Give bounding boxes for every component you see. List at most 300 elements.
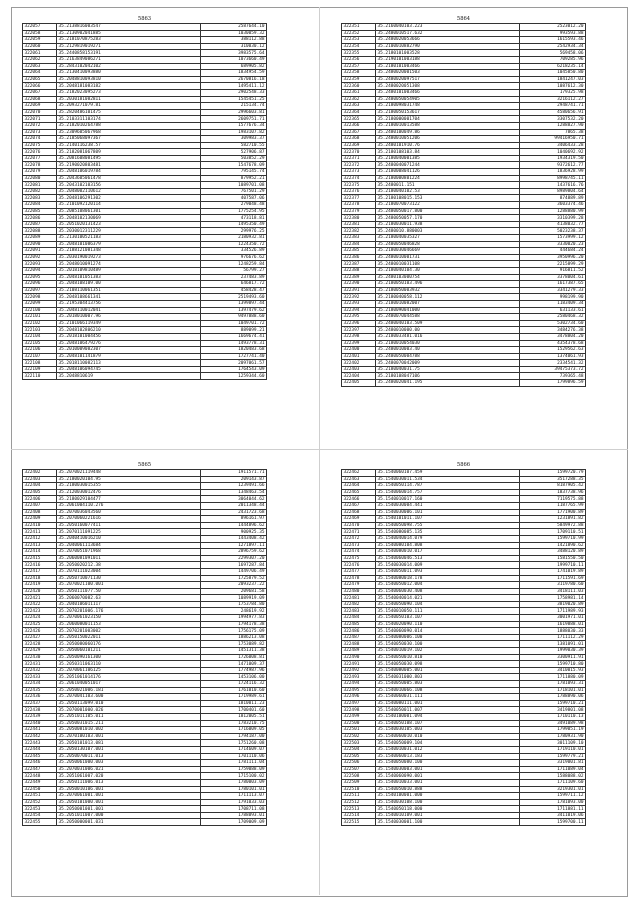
amount-cell: 1774987.96 [201,667,267,674]
table-row [23,542,267,549]
row-id-cell: 322420 [23,588,57,595]
coordinate-cell: 35.2070201006.176 [57,608,201,615]
table-row [23,720,267,727]
table-row [23,261,267,268]
table-row [342,608,586,615]
table-row [23,182,267,189]
amount-cell: 767501.29 [201,188,267,195]
row-id-cell: 322385 [342,248,376,255]
table-row [23,129,267,136]
table-row [23,136,267,143]
amount-cell: 1751260.08 [201,740,267,747]
row-id-cell: 322354 [342,43,376,50]
row-id-cell: 322515 [342,819,376,826]
coordinate-cell: 35.2180108103.84 [376,149,520,156]
row-id-cell: 322389 [342,274,376,281]
row-id-cell: 322394 [342,307,376,314]
data-table [22,23,267,380]
table-row [342,713,586,720]
coordinate-cell: 35.1540010050.111 [376,608,520,615]
amount-cell: 1788093.01 [201,812,267,819]
table-row [342,621,586,628]
amount-cell: 1799896.59 [520,380,586,387]
amount-cell: 1886213.08 [201,634,267,641]
amount-cell: 1348463.54 [201,489,267,496]
row-id-cell: 322374 [342,175,376,182]
amount-cell: 1841247.03 [520,76,586,83]
coordinate-cell: 35.1540060013.183 [376,753,520,760]
amount-cell: 3478804.20 [520,333,586,340]
table-row [23,812,267,819]
coordinate-cell: 35.1540010019.102 [376,648,520,655]
row-id-cell: 322373 [342,169,376,176]
coordinate-cell: 35.2180050103.496 [376,281,520,288]
row-id-cell: 322060 [23,43,57,50]
coordinate-cell: 35.1540050012.004 [376,582,520,589]
coordinate-cell: 35.2070060221616 [57,516,201,523]
table-row [342,70,586,77]
table-row [23,555,267,562]
amount-cell: 1812005.51 [201,713,267,720]
table-row [342,733,586,740]
table-row [342,373,586,380]
row-id-cell: 322095 [23,274,57,281]
table-row [23,562,267,569]
amount-cell: 1715100.02 [201,773,267,780]
row-id-cell: 322498 [342,707,376,714]
amount-cell: 1771900.89 [520,509,586,516]
amount-cell: 1799051.19 [520,727,586,734]
coordinate-cell: 35.2051011105.011 [57,713,201,720]
coordinate-cell: 35.2180030046669 [376,248,520,255]
table-row [23,648,267,655]
row-id-cell: 322102 [23,320,57,327]
amount-cell: 1187765.99 [520,502,586,509]
row-id-cell: 322351 [342,24,376,31]
row-id-cell: 322094 [23,267,57,274]
coordinate-cell: 35.2048106019784 [57,169,201,176]
coordinate-cell: 35.1540050098.755 [376,522,520,529]
table-row [23,96,267,103]
amount-cell: 1759088.09 [201,766,267,773]
row-id-cell: 322368 [342,136,376,143]
coordinate-cell: 35.2051061014176 [57,674,201,681]
table-row [23,773,267,780]
row-id-cell: 322091 [23,248,57,255]
amount-cell: 1381091.01 [520,641,586,648]
coordinate-cell: 35.2048810093810 [57,76,201,83]
table-row [23,155,267,162]
row-id-cell: 322069 [23,103,57,110]
coordinate-cell: 35.1540050080.100 [376,760,520,767]
amount-cell: 646817.72 [201,281,267,288]
amount-cell: 1599710.99 [520,535,586,542]
table-row [23,568,267,575]
coordinate-cell: 35.2180010082007 [376,300,520,307]
coordinate-cell: 35.2480011.151 [376,182,520,189]
table-row [23,687,267,694]
row-id-cell: 322506 [342,760,376,767]
table-row [23,575,267,582]
coordinate-cell: 35.2085108061301 [57,208,201,215]
coordinate-cell: 35.1540060090.001 [376,773,520,780]
coordinate-cell: 35.2480010000.00 [376,327,520,334]
row-id-cell: 322450 [23,786,57,793]
coordinate-cell: 35.2043605061478 [57,175,201,182]
amount-cell: 709285.96 [520,56,586,63]
amount-cell: 3064044.62 [201,496,267,503]
row-id-cell: 322446 [23,760,57,767]
table-row [342,760,586,767]
coordinate-cell: 35.2050021006.181 [57,687,201,694]
row-id-cell: 322384 [342,241,376,248]
row-id-cell: 322504 [342,746,376,753]
row-id-cell: 322479 [342,582,376,589]
coordinate-cell: 35.1540030105.003 [376,727,520,734]
amount-cell: 1599710.21 [520,700,586,707]
row-id-cell: 322499 [342,713,376,720]
coordinate-cell: 35.1540030014.009 [376,562,520,569]
coordinate-cell: 35.2480010003.40 [376,347,520,354]
coordinate-cell: 35.1540080104.808 [376,542,520,549]
table-row [342,24,586,31]
coordinate-cell: 35.2030012311229 [57,228,201,235]
coordinate-cell: 35.2050000001.031 [57,819,201,826]
row-id-cell: 322079 [23,169,57,176]
amount-cell: 179325.98 [520,89,586,96]
row-id-cell: 322397 [342,327,376,334]
amount-cell: 1471009.37 [201,661,267,668]
coordinate-cell: 35.1540100001.094 [376,713,520,720]
row-id-cell: 322422 [23,601,57,608]
table-row [342,661,586,668]
table-row [23,202,267,209]
row-id-cell: 322108 [23,360,57,367]
coordinate-cell: 35.2180008041126 [376,169,520,176]
row-id-cell: 322452 [23,799,57,806]
coordinate-cell: 35.1540080006.100 [376,634,520,641]
table-row [342,648,586,655]
row-id-cell: 322485 [342,621,376,628]
coordinate-cell: 35.2060070082.63 [57,595,201,602]
coordinate-cell: 35.1540010066.108 [376,687,520,694]
coordinate-cell: 35.2048108661341 [57,294,201,301]
coordinate-cell: 35.2180050003932 [376,287,520,294]
amount-cell: 3330020.23 [520,241,586,248]
amount-cell: 1727741.40 [201,353,267,360]
coordinate-cell: 35.2070051071968 [57,549,201,556]
coordinate-cell: 35.2480050017.800 [376,208,520,215]
amount-cell: 795145.74 [201,169,267,176]
coordinate-cell: 35.2180030011.938 [376,221,520,228]
row-id-cell: 322103 [23,327,57,334]
amount-cell: 1834954.59 [201,70,267,77]
table-row [342,380,586,387]
coordinate-cell: 35.1540060010.010 [376,733,520,740]
amount-cell: 1397479.62 [201,307,267,314]
row-id-cell: 322424 [23,615,57,622]
coordinate-cell: 35.2843102042102 [57,63,201,70]
coordinate-cell: 35.2180070073122 [376,202,520,209]
coordinate-cell: 35.2101066119349 [57,320,201,327]
page-5866 [341,461,586,826]
table-row [23,634,267,641]
amount-cell: 3950996.20 [520,254,586,261]
table-row [342,235,586,242]
coordinate-cell: 35.1540030001.100 [376,819,520,826]
coordinate-cell: 35.2050101013.081 [57,740,201,747]
coordinate-cell: 35.2050710071130 [57,575,201,582]
amount-cell: 1711881.11 [520,806,586,813]
amount-cell: 1820483.68 [201,347,267,354]
row-id-cell: 322105 [23,340,57,347]
coordinate-cell: 35.1540050108.107 [376,720,520,727]
row-id-cell: 322484 [342,615,376,622]
table-row [23,641,267,648]
amount-cell: 1999710.11 [520,562,586,569]
amount-cell: 1599710.80 [520,661,586,668]
amount-cell: 2519493.60 [201,294,267,301]
coordinate-cell: 35.2070201003002 [57,628,201,635]
amount-cell: 2215899.29 [520,261,586,268]
table-row [23,779,267,786]
row-id-cell: 322447 [23,766,57,773]
table-row [342,195,586,202]
amount-cell: 209143.87 [201,476,267,483]
row-id-cell: 322076 [23,149,57,156]
coordinate-cell: 35.2081608081495 [57,155,201,162]
row-id-cell: 322366 [342,122,376,129]
row-id-cell: 322439 [23,713,57,720]
coordinate-cell: 35.2050060101211 [57,648,201,655]
table-row [342,300,586,307]
row-id-cell: 322445 [23,753,57,760]
coordinate-cell: 35.2043102103156 [57,182,201,189]
page-5864 [341,15,586,387]
coordinate-cell: 35.2480020001503 [376,70,520,77]
table-row [23,56,267,63]
amount-cell: 2896759.62 [201,549,267,556]
row-id-cell: 322462 [342,470,376,477]
row-id-cell: 322395 [342,314,376,321]
row-id-cell: 322489 [342,648,376,655]
coordinate-cell: 35.1540020090.110 [376,621,520,628]
coordinate-cell: 35.1540050010.810 [376,654,520,661]
coordinate-cell: 35.2480050054905 [376,96,520,103]
table-row [342,740,586,747]
amount-cell: 1781093.00 [520,799,586,806]
coordinate-cell: 35.2480010031108 [376,261,520,268]
coordinate-cell: 35.1540050090.104 [376,601,520,608]
amount-cell: 582710.55 [201,142,267,149]
table-row [342,535,586,542]
amount-cell: 1934319.50 [520,155,586,162]
amount-cell: 993593.88 [520,30,586,37]
amount-cell: 1444896.62 [201,522,267,529]
row-id-cell: 322100 [23,307,57,314]
table-row [342,287,586,294]
coordinate-cell: 35.2180040035327 [376,235,520,242]
coordinate-cell: 35.2180020104.95 [57,476,201,483]
amount-cell: 1581550.50 [520,555,586,562]
amount-cell: 1045850.80 [520,70,586,77]
coordinate-cell: 35.2480010001731 [376,254,520,261]
amount-cell: 1711109.60 [520,779,586,786]
row-id-cell: 322364 [342,109,376,116]
amount-cell: 1711113.07 [201,793,267,800]
row-id-cell: 322096 [23,281,57,288]
table-row [23,483,267,490]
row-id-cell: 322361 [342,89,376,96]
coordinate-cell: 35.2048010091274 [57,261,201,268]
coordinate-cell: 35.2180010013588 [376,122,520,129]
table-row [342,267,586,274]
row-id-cell: 322492 [342,667,376,674]
table-row [23,819,267,826]
table-row [342,281,586,288]
table-row [23,353,267,360]
row-id-cell: 322061 [23,50,57,57]
table-row [23,694,267,701]
row-id-cell: 322089 [23,235,57,242]
amount-cell: 1073660.49 [201,56,267,63]
table-row [342,568,586,575]
amount-cell: 7119575.88 [520,496,586,503]
amount-cell: 3411019.06 [520,812,586,819]
coordinate-cell: 35.2480020097517 [376,76,520,83]
row-id-cell: 322084 [23,202,57,209]
table-row [23,799,267,806]
amount-cell: 631133.61 [520,307,586,314]
table-row [23,681,267,688]
row-id-cell: 322393 [342,300,376,307]
coordinate-cell: 35.2070111091225 [57,529,201,536]
table-row [342,687,586,694]
table-row [342,261,586,268]
table-row [342,634,586,641]
row-id-cell: 322412 [23,535,57,542]
coordinate-cell: 35.2050113099.010 [57,700,201,707]
row-id-cell: 322443 [23,740,57,747]
row-id-cell: 322421 [23,595,57,602]
row-id-cell: 322107 [23,353,57,360]
row-id-cell: 322511 [342,793,376,800]
amount-cell: 3484276.38 [520,327,586,334]
amount-cell: 2609751.71 [201,116,267,123]
amount-cell: 1726008.81 [201,654,267,661]
coordinate-cell: 35.2180108047106 [376,373,520,380]
row-id-cell: 322474 [342,549,376,556]
table-row [342,228,586,235]
row-id-cell: 322468 [342,509,376,516]
coordinate-cell: 35.2130100521183 [57,235,201,242]
table-row [23,489,267,496]
table-row [23,267,267,274]
amount-cell: 3341279.33 [520,287,586,294]
coordinate-cell: 35.2480050057.170 [376,215,520,222]
table-row [342,254,586,261]
coordinate-cell: 35.2070036043560 [57,509,201,516]
row-id-cell: 322493 [342,674,376,681]
row-id-cell: 322419 [23,582,57,589]
coordinate-cell: 35.2180040058.112 [376,294,520,301]
row-id-cell: 322062 [23,56,57,63]
coordinate-cell: 35.2480010.880003 [376,228,520,235]
amount-cell: 900925.35 [201,529,267,536]
amount-cell: 3219301.01 [520,786,586,793]
row-id-cell: 322399 [342,340,376,347]
amount-cell: 1588088.02 [520,773,586,780]
row-id-cell: 322438 [23,707,57,714]
table-row [23,235,267,242]
table-row [23,43,267,50]
row-id-cell: 322426 [23,628,57,635]
amount-cell: 1599720.79 [520,470,586,477]
amount-cell: 388112.88 [201,37,267,44]
amount-cell: 1994977.83 [201,615,267,622]
coordinate-cell: 35.2048101051383 [57,274,201,281]
amount-cell: 2542934.34 [520,43,586,50]
row-id-cell: 322429 [23,648,57,655]
coordinate-cell: 35.2050111077.50 [57,588,201,595]
row-id-cell: 322486 [342,628,376,635]
table-row [23,373,267,380]
table-row [342,595,586,602]
amount-cell: 1741019.89 [520,568,586,575]
amount-cell: 1495411.12 [201,83,267,90]
row-id-cell: 322466 [342,496,376,503]
table-row [342,700,586,707]
coordinate-cell: 35.2048102806210 [57,327,201,334]
row-id-cell: 322382 [342,228,376,235]
row-id-cell: 322068 [23,96,57,103]
amount-cell: 1087612.30 [520,83,586,90]
row-id-cell: 322491 [342,661,376,668]
row-id-cell: 322437 [23,700,57,707]
coordinate-cell: 35.2180029104477 [57,496,201,503]
row-id-cell: 322074 [23,136,57,143]
coordinate-cell: 35.2480100049.86 [376,129,520,136]
coordinate-cell: 35.1540060014.757 [376,489,520,496]
row-id-cell: 322449 [23,779,57,786]
row-id-cell: 322365 [342,116,376,123]
table-row [342,641,586,648]
amount-cell: 1449706.49 [201,568,267,575]
row-id-cell: 322413 [23,542,57,549]
coordinate-cell: 35.2480101003466 [376,89,520,96]
amount-cell: 1697287.84 [201,562,267,569]
table-row [23,300,267,307]
table-row [342,30,586,37]
amount-cell: 1999030.39 [520,648,586,655]
coordinate-cell: 35.2070021119448 [57,470,201,477]
table-row [23,103,267,110]
amount-cell: 8998745.11 [520,175,586,182]
coordinate-cell: 35.2051061007.020 [57,773,201,780]
table-row [342,522,586,529]
coordinate-cell: 35.2050130107.001 [57,746,201,753]
amount-cell: 1615593.46 [520,37,586,44]
row-id-cell: 322078 [23,162,57,169]
table-row [23,188,267,195]
row-id-cell: 322081 [23,182,57,189]
amount-cell: 3300911.91 [520,654,586,661]
coordinate-cell: 35.2108110061351 [57,287,201,294]
amount-cell: 2580468.32 [520,314,586,321]
coordinate-cell: 35.2160040103.223 [376,24,520,31]
row-id-cell: 322383 [342,235,376,242]
amount-cell: 527906.87 [201,149,267,156]
